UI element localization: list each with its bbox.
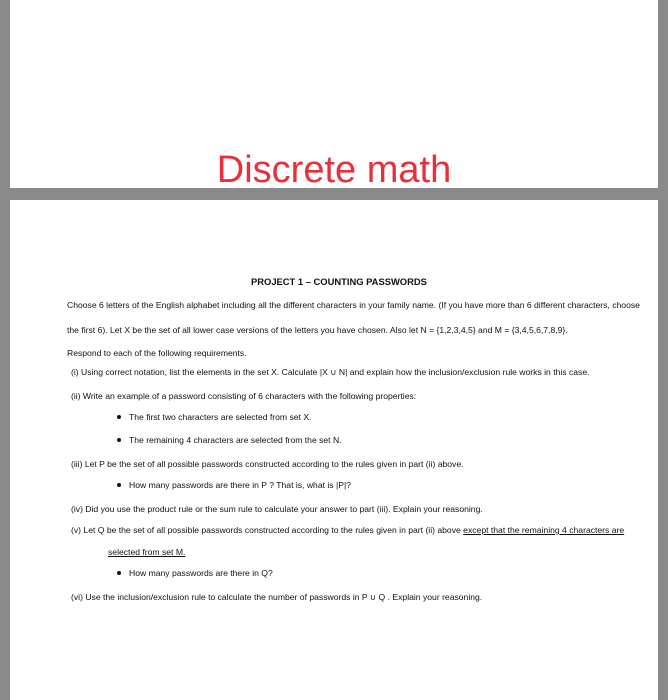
page-title: Discrete math: [216, 149, 452, 191]
item-ii: (ii) Write an example of a password consisting of 6 characters with the following properties:: [71, 391, 417, 401]
item-iii: (iii) Let P be the set of all possible passwords constructed according to the rules given in part (ii) above.: [71, 459, 464, 469]
bullet-text: How many passwords are there in P ? That is, what is |P|?: [129, 480, 351, 490]
item-v: [71, 525, 624, 535]
item-v-text: (v) Let Q be the set of all possible passwords constructed according to the rules given in part (ii) above: [71, 525, 464, 535]
bullet-item-4: [117, 568, 273, 578]
bullet-text: The remaining 4 characters are selected from the set N.: [129, 435, 342, 445]
document-page: [10, 200, 658, 700]
bullet-item-1: [117, 412, 311, 422]
item-iv: (iv) Did you use the product rule or the sum rule to calculate your answer to part (iii). Explain your reasoning.: [71, 504, 483, 514]
document-heading: PROJECT 1 – COUNTING PASSWORDS: [251, 276, 427, 287]
title-banner: [10, 0, 658, 191]
item-i: (i) Using correct notation, list the elements in the set X. Calculate |X ∪ N| and explain how the inclusion/exclusion rule works in this case.: [71, 367, 590, 377]
item-vi: (vi) Use the inclusion/exclusion rule to calculate the number of passwords in P ∪ Q . Explain your reasoning.: [71, 592, 483, 602]
item-v-continued: selected from set M.: [108, 547, 186, 557]
item-v-underlined: except that the remaining 4 characters are: [463, 525, 625, 535]
bullet-dot: [117, 438, 121, 442]
bullet-item-3: [117, 480, 351, 490]
bullet-text: How many passwords are there in Q?: [129, 568, 273, 578]
bullet-dot: [117, 415, 121, 419]
bullet-item-2: [117, 435, 342, 445]
respond-instruction: Respond to each of the following requirements.: [67, 348, 247, 358]
bullet-text: The first two characters are selected from set X.: [129, 412, 312, 422]
intro-line-2: the first 6). Let X be the set of all lower case versions of the letters you have chosen. Also let N = {1,2,3,4,5} and M = {3,4,5,6,7,8,9}.: [67, 325, 568, 335]
bullet-dot: [117, 571, 121, 575]
intro-line-1: Choose 6 letters of the English alphabet including all the different characters in your family name. (If you have more than 6 different characters, choose: [67, 300, 640, 310]
bullet-dot: [117, 483, 121, 487]
